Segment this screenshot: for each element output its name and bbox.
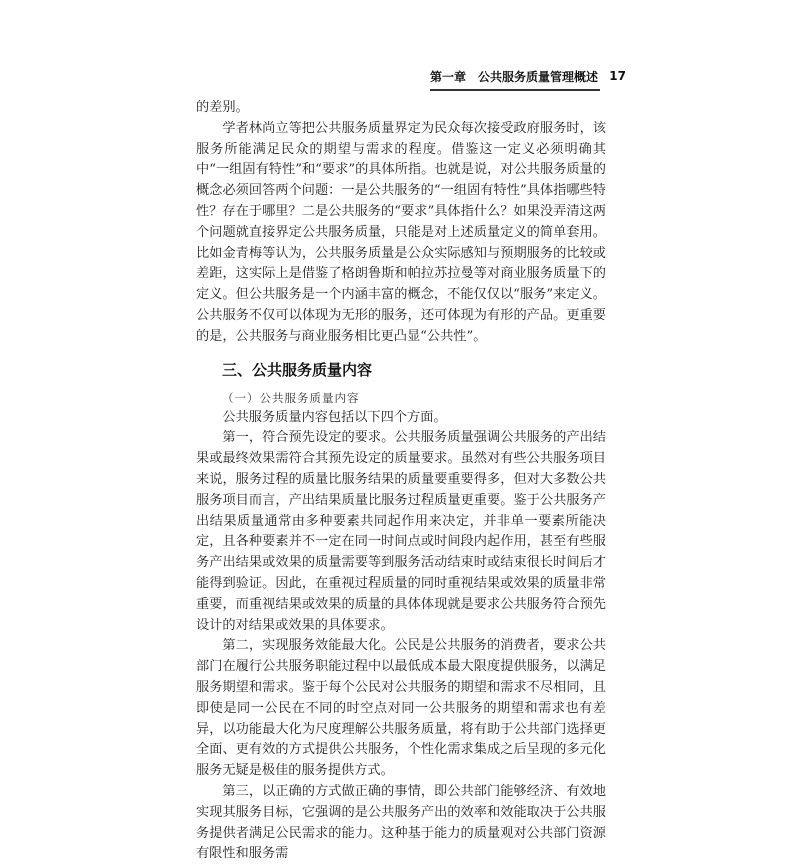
page-body [196, 98, 606, 865]
header-rule [430, 89, 600, 91]
paragraph-third-point: 第三，以正确的方式做正确的事情，即公共部门能够经济、有效地实现其服务目标，它强调的是公共服务产出的效率和效能取决于公共服务提供者满足公民需求的能力。这种基于能力的质量观对公共部门资源有限性和服务需 [196, 783, 606, 862]
paragraph-second-point: 第二，实现服务效能最大化。公民是公共服务的消费者，要求公共部门在履行公共服务职能过程中以最低成本最大限度提供服务，以满足服务期望和需求。鉴于每个公民对公共服务的期望和需求不尽相同，且即使是同一公民在不同的时空点对同一公共服务的期望和需求也有差异，以功能最大化为尺度理解公共服务质量，将有助于公共部门选择更全面、更有效的方式提供公共服务，个性化需求集成之后呈现的多元化服务无疑是极佳的服务提供方式。 [196, 638, 606, 779]
section-heading: 三、公共服务质量内容 [222, 360, 373, 379]
paragraph-definition: 学者林尚立等把公共服务质量界定为民众每次接受政府服务时，该服务所能满足民众的期望与需求的程度。借鉴这一定义必须明确其中“一组固有特性”和“要求”的具体所指。也就是说，对公共服务质量的概念必须回答两个问题：一是公共服务的“一组固有特性”具体指哪些特性？存在于哪里？二是公共服务的“要求”具体指什么？如果没弄清这两个问题就直接界定公共服务质量，只能是对上述质量定义的简单套用。比如金青梅等认为，公共服务质量是公众实际感知与预期服务的比较或差距，这实际上是借鉴了格朗鲁斯和帕拉苏拉曼等对商业服务质量下的定义。但公共服务是一个内涵丰富的概念，不能仅仅以“服务”来定义。公共服务不仅可以体现为无形的服务，还可体现为有形的产品。更重要的是，公共服务与商业服务相比更凸显“公共性”。 [196, 120, 606, 344]
subsection-heading: （一）公共服务质量内容 [222, 390, 360, 405]
page-number: 17 [609, 69, 626, 83]
paragraph-first-point: 第一，符合预先设定的要求。公共服务质量强调公共服务的产出结果或最终效果需符合其预先设定的质量要求。虽然对有些公共服务项目来说，服务过程的质量比服务结果的质量要重要得多，但对大多数公共服务项目而言，产出结果质量比服务过程质量更重要。鉴于公共服务产出结果质量通常由多种要素共同起作用来决定，并非单一要素所能决定，且各种要素并不一定在同一时间点或时间段内起作用，甚至有些服务产出结果或效果的质量需要等到服务活动结束时或结束很长时间后才能得到验证。因此，在重视过程质量的同时重视结果或效果的质量非常重要，而重视结果或效果的质量的具体体现就是要求公共服务符合预先设计的对结果或效果的具体要求。 [196, 430, 606, 633]
chapter-title: 第一章 公共服务质量管理概述 [430, 69, 599, 84]
paragraph-intro: 公共服务质量内容包括以下四个方面。 [222, 409, 447, 425]
running-header [430, 66, 626, 86]
paragraph-continuation: 的差别。 [196, 100, 249, 115]
